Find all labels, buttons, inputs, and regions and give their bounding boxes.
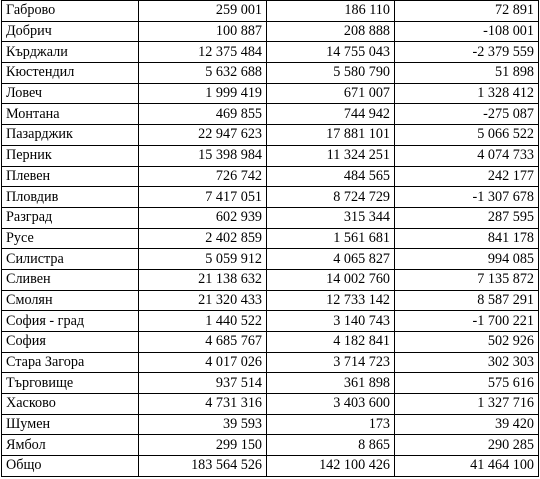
value-cell-col2: 12 733 142 [267,290,395,311]
value-cell-col1: 5 632 688 [139,63,267,84]
region-name-cell: Габрово [2,1,139,22]
table-row [2,311,539,332]
value-cell-col1: 299 150 [139,435,267,456]
table-row [2,269,539,290]
value-cell-col1: 7 417 051 [139,187,267,208]
difference-cell: 290 285 [395,435,539,456]
value-cell-col2: 17 881 101 [267,125,395,146]
value-cell-col1: 4 017 026 [139,352,267,373]
table-row [2,249,539,270]
value-cell-col1: 12 375 484 [139,42,267,63]
value-cell-col2: 315 344 [267,207,395,228]
value-cell-col2: 173 [267,414,395,435]
value-cell-col2: 484 565 [267,166,395,187]
region-name-cell: Монтана [2,104,139,125]
difference-cell: 4 074 733 [395,145,539,166]
region-name-cell: Ловеч [2,83,139,104]
region-name-cell: Смолян [2,290,139,311]
table-row [2,228,539,249]
difference-cell: -275 087 [395,104,539,125]
table-row [2,145,539,166]
value-cell-col2: 5 580 790 [267,63,395,84]
table-row [2,63,539,84]
table-row [2,166,539,187]
difference-cell: 1 328 412 [395,83,539,104]
value-cell-col1: 726 742 [139,166,267,187]
region-data-table [1,0,539,477]
difference-cell: 5 066 522 [395,125,539,146]
table-row [2,414,539,435]
value-cell-col1: 1 440 522 [139,311,267,332]
difference-cell: 841 178 [395,228,539,249]
difference-cell: 39 420 [395,414,539,435]
value-cell-col1: 21 138 632 [139,269,267,290]
difference-cell: 994 085 [395,249,539,270]
difference-cell: 502 926 [395,332,539,353]
difference-cell: -1 700 221 [395,311,539,332]
value-cell-col1: 2 402 859 [139,228,267,249]
region-name-cell: Стара Загора [2,352,139,373]
difference-cell: -1 307 678 [395,187,539,208]
table-row [2,207,539,228]
region-name-cell: Кюстендил [2,63,139,84]
value-cell-col1: 21 320 433 [139,290,267,311]
table-row [2,21,539,42]
table-row [2,435,539,456]
difference-cell: 1 327 716 [395,394,539,415]
table-row [2,290,539,311]
value-cell-col1: 259 001 [139,1,267,22]
value-cell-col2: 3 403 600 [267,394,395,415]
value-cell-col1: 22 947 623 [139,125,267,146]
value-cell-col2: 3 140 743 [267,311,395,332]
value-cell-col2: 11 324 251 [267,145,395,166]
difference-cell: 8 587 291 [395,290,539,311]
region-name-cell: Общо [2,456,139,477]
value-cell-col1: 183 564 526 [139,456,267,477]
value-cell-col1: 602 939 [139,207,267,228]
difference-cell: 287 595 [395,207,539,228]
region-name-cell: Русе [2,228,139,249]
difference-cell: 41 464 100 [395,456,539,477]
value-cell-col2: 14 002 760 [267,269,395,290]
region-name-cell: Кърджали [2,42,139,63]
region-name-cell: Хасково [2,394,139,415]
value-cell-col2: 3 714 723 [267,352,395,373]
table-row [2,125,539,146]
table-row [2,373,539,394]
value-cell-col1: 39 593 [139,414,267,435]
value-cell-col1: 15 398 984 [139,145,267,166]
value-cell-col2: 4 182 841 [267,332,395,353]
region-name-cell: Пловдив [2,187,139,208]
value-cell-col2: 142 100 426 [267,456,395,477]
region-name-cell: Добрич [2,21,139,42]
difference-cell: 575 616 [395,373,539,394]
region-name-cell: Сливен [2,269,139,290]
table-row [2,83,539,104]
region-name-cell: София - град [2,311,139,332]
value-cell-col2: 671 007 [267,83,395,104]
value-cell-col2: 14 755 043 [267,42,395,63]
table-row [2,332,539,353]
value-cell-col2: 1 561 681 [267,228,395,249]
value-cell-col2: 744 942 [267,104,395,125]
value-cell-col1: 469 855 [139,104,267,125]
difference-cell: 72 891 [395,1,539,22]
value-cell-col1: 5 059 912 [139,249,267,270]
value-cell-col1: 1 999 419 [139,83,267,104]
total-row [2,456,539,477]
value-cell-col1: 4 731 316 [139,394,267,415]
region-name-cell: Пазарджик [2,125,139,146]
value-cell-col1: 100 887 [139,21,267,42]
difference-cell: 242 177 [395,166,539,187]
difference-cell: -108 001 [395,21,539,42]
table-body [2,1,539,477]
difference-cell: 7 135 872 [395,269,539,290]
difference-cell: -2 379 559 [395,42,539,63]
value-cell-col2: 208 888 [267,21,395,42]
table-row [2,187,539,208]
region-name-cell: Шумен [2,414,139,435]
table-row [2,1,539,22]
difference-cell: 302 303 [395,352,539,373]
region-name-cell: Търговище [2,373,139,394]
region-name-cell: София [2,332,139,353]
region-name-cell: Перник [2,145,139,166]
table-row [2,104,539,125]
region-name-cell: Ямбол [2,435,139,456]
table-row [2,42,539,63]
table-row [2,394,539,415]
region-name-cell: Плевен [2,166,139,187]
region-name-cell: Силистра [2,249,139,270]
value-cell-col2: 8 724 729 [267,187,395,208]
value-cell-col2: 186 110 [267,1,395,22]
value-cell-col1: 4 685 767 [139,332,267,353]
table-row [2,352,539,373]
value-cell-col2: 361 898 [267,373,395,394]
value-cell-col2: 4 065 827 [267,249,395,270]
difference-cell: 51 898 [395,63,539,84]
value-cell-col2: 8 865 [267,435,395,456]
region-name-cell: Разград [2,207,139,228]
value-cell-col1: 937 514 [139,373,267,394]
